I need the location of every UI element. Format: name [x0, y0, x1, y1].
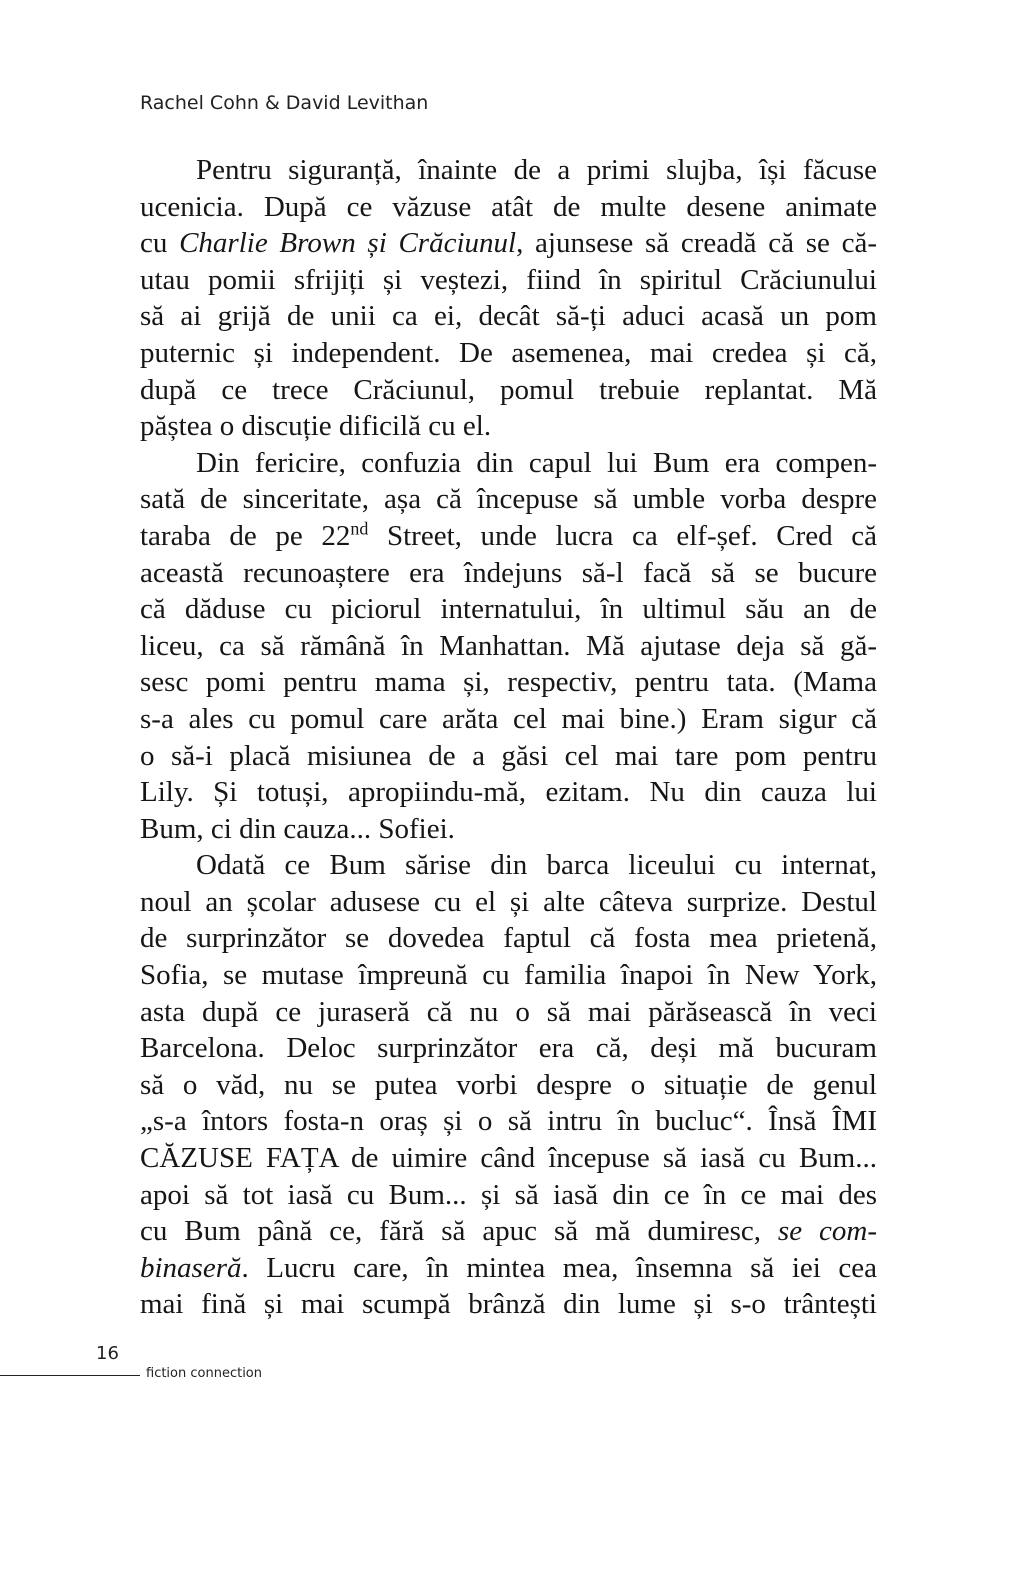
text-line	[140, 1250, 877, 1287]
text-line: să ai grijă de unii ca ei, decât să-ți aduci acasă un pom	[140, 300, 877, 333]
text-line: sată de sinceritate, așa că începuse să umble vorba despre	[140, 483, 877, 516]
text-line: CĂZUSE FAȚA de uimire când începuse să iasă cu Bum...	[140, 1142, 877, 1175]
text-line: o să-i placă misiunea de a găsi cel mai tare pom pentru	[140, 739, 877, 772]
italic-span: binaseră	[140, 1251, 242, 1284]
body-text	[140, 152, 877, 1323]
text-line: Pentru siguranță, înainte de a primi slujba, își făcuse	[196, 154, 877, 186]
text-line: Lily. Și totuși, apropiindu-mă, ezitam. Nu din cauza lui	[140, 776, 877, 809]
text-line: noul an școlar adusese cu el și alte câteva surprize. Destul	[140, 885, 877, 918]
text-line: sesc pomi pentru mama și, respectiv, pentru tata. (Mama	[140, 666, 877, 699]
text-line: utau pomii sfrijiți și veștezi, fiind în spiritul Crăciunului	[140, 263, 877, 296]
text-line: „s-a întors fosta-n oraș și o să intru în bucluc“. Însă ÎMI	[140, 1105, 877, 1138]
text-line	[140, 518, 877, 555]
text-line: această recunoaștere era îndejuns să-l facă să se bucure	[140, 556, 877, 589]
text-line	[140, 225, 877, 262]
text-span: Street, unde lucra ca elf-șef. Cred că	[368, 519, 878, 552]
page-number: 16	[96, 1343, 119, 1364]
text-span: cu	[140, 227, 180, 260]
text-line: Din fericire, confuzia din capul lui Bum era compen-	[196, 446, 877, 479]
text-line: Bum, ci din cauza... Sofiei.	[140, 812, 455, 845]
text-span: , ajunsese să creadă că se că-	[516, 227, 877, 260]
text-span: taraba de pe 22	[140, 519, 351, 552]
text-line: mai fină și mai scumpă brânză din lume și s-o trântești	[140, 1288, 877, 1321]
running-head: Rachel Cohn & David Levithan	[140, 92, 429, 114]
imprint-label: fiction connection	[146, 1366, 262, 1381]
book-title-italic: Charlie Brown și Crăciunul	[179, 227, 517, 260]
text-line: după ce trece Crăciunul, pomul trebuie replantat. Mă	[140, 373, 877, 406]
text-line: Barcelona. Deloc surprinzător era că, deși mă bucuram	[140, 1032, 877, 1065]
text-line: Odată ce Bum sărise din barca liceului cu internat,	[196, 849, 877, 882]
text-line: Sofia, se mutase împreună cu familia înapoi în New York,	[140, 959, 877, 992]
text-line: păștea o discuție dificilă cu el.	[140, 410, 492, 443]
text-line: să o văd, nu se putea vorbi despre o situație de genul	[140, 1068, 877, 1101]
text-line: ucenicia. După ce văzuse atât de multe desene animate	[140, 190, 877, 223]
text-line	[140, 1213, 877, 1250]
text-line: liceu, ca să rămână în Manhattan. Mă ajutase deja să gă-	[140, 629, 877, 662]
text-line: s-a ales cu pomul care arăta cel mai bine.) Eram sigur că	[140, 702, 877, 735]
ordinal-superscript: nd	[350, 518, 369, 539]
text-line: apoi să tot iasă cu Bum... și să iasă din ce în ce mai des	[140, 1178, 877, 1211]
italic-span: se com-	[777, 1215, 877, 1248]
text-line: de surprinzător se dovedea faptul că fosta mea prietenă,	[140, 922, 877, 955]
footer-rule	[0, 1375, 140, 1376]
text-span: cu Bum până ce, fără să apuc să mă dumiresc,	[140, 1215, 778, 1248]
text-line: că dăduse cu piciorul internatului, în ultimul său an de	[140, 593, 877, 626]
text-line: asta după ce juraseră că nu o să mai părăsească în veci	[140, 995, 877, 1028]
text-span: . Lucru care, în mintea mea, însemna să iei cea	[241, 1251, 877, 1284]
text-line: puternic și independent. De asemenea, mai credea și că,	[140, 336, 877, 369]
